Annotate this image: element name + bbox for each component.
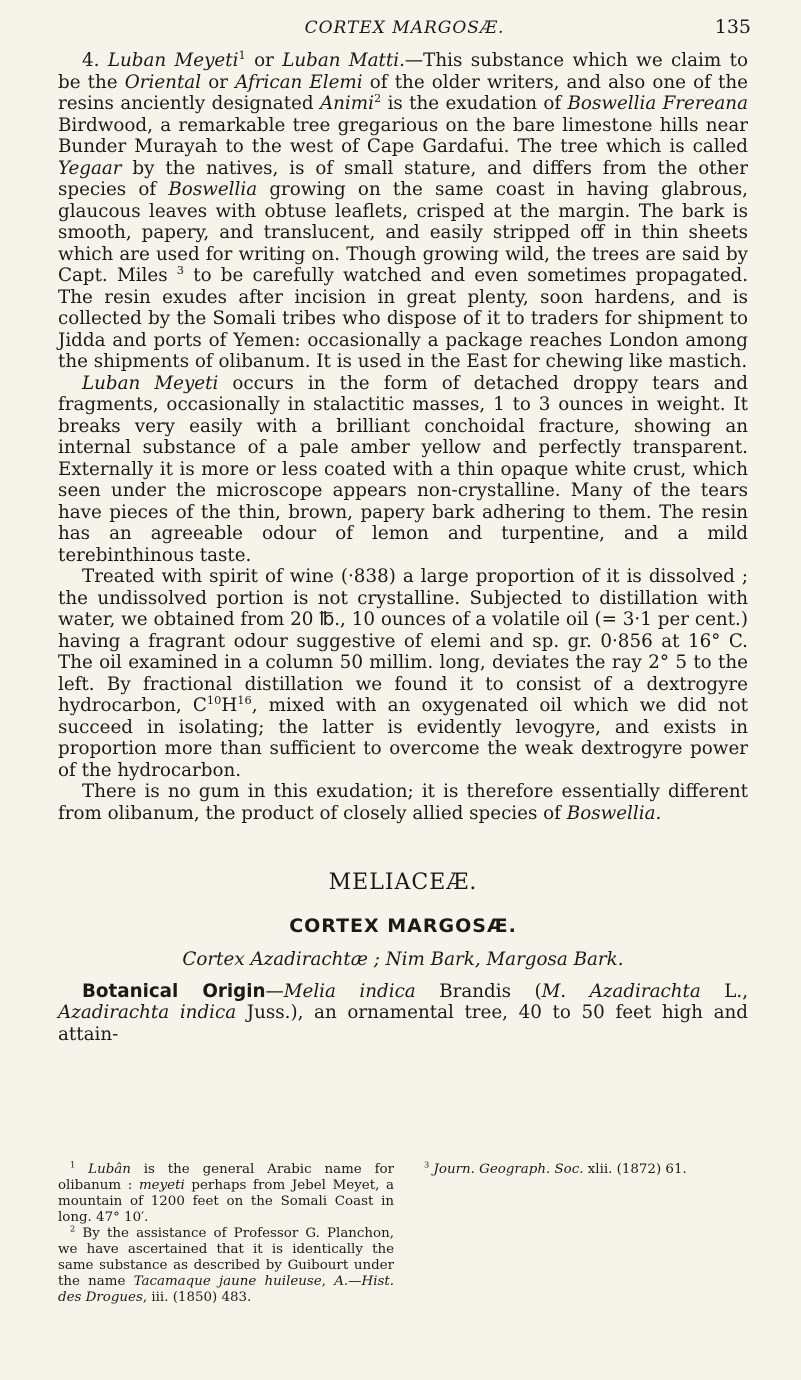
footnote-2: $^2$ By the assistance of Professor G. Planchon, we have ascertained that it is identically the same substance as described by Guibourt under the name Tacamaque jaune huileuse, A.—Hist. des Drogues, iii. (1850) 483. bbox=[58, 1223, 395, 1305]
subsection-title: CORTEX MARGOSÆ. bbox=[289, 914, 517, 937]
footnote-ref: 2 bbox=[373, 90, 382, 105]
page-number: 135 bbox=[714, 16, 751, 38]
body-text bbox=[58, 47, 749, 1045]
footnotes bbox=[58, 1159, 748, 1306]
footnote-3: $^3$ Journ. Geograph. Soc. xlii. (1872) 61. bbox=[424, 1159, 687, 1177]
paragraph-botanical-origin: Botanical Origin—Melia indica Brandis (M. Azadirachta L., Azadirachta indica Juss.), an ornamental tree, 40 to 50 feet high and attain- bbox=[58, 980, 749, 1045]
section-title: MELIACEÆ. bbox=[328, 870, 478, 895]
footnote-ref: 1 bbox=[238, 47, 246, 62]
paragraph-conclusion: There is no gum in this exudation; it is therefore essentially different from olibanum, the product of closely allied species of Boswellia. bbox=[58, 781, 748, 824]
page-header bbox=[58, 14, 751, 44]
footnotes-right-column bbox=[412, 1159, 748, 1306]
synonyms-line: Cortex Azadirachtæ ; Nim Bark, Margosa Bark. bbox=[182, 949, 624, 970]
footnote-ref: 3 bbox=[176, 262, 185, 277]
running-title: CORTEX MARGOSÆ. bbox=[304, 18, 505, 38]
paragraph-luban-meyeti: 4. Luban Meyeti$^1$ or Luban Matti.—This substance which we claim to be the Oriental or African Elemi of the older writers, and also one of the resins anciently designated Animi$^2$ is the exudation of Boswellia Frereana Birdwood, a remarkable tree gregarious on the bare limestone hills near Bunder Murayah to the west of Cape Gardafui. The tree which is called Yegaar by the natives, is of small stature, and differs from the other species of Boswellia growing on the same coast in having glabrous, glaucous leaves with obtuse leaflets, crisped at the margin. The bark is smooth, papery, and translucent, and easily stripped off in thin sheets which are used for writing on. Though growing wild, the trees are said by Capt. Miles $^3$ to be carefully watched and even sometimes propagated. The resin exudes after incision in great plenty, soon hardens, and is collected by the Somali tribes who dispose of it to traders for shipment to Jidda and ports of Yemen: occasionally a package reaches London among the shipments of olibanum. It is used in the East for chewing like mastich. bbox=[58, 47, 749, 372]
paragraph-description: Luban Meyeti occurs in the form of detached droppy tears and fragments, occasionally in stalactitic masses, 1 to 3 ounces in weight. It breaks very easily with a brilliant conchoidal fracture, showing an internal substance of a pale amber yellow and perfectly transparent. Externally it is more or less coated with a thin opaque white crust, which seen under the microscope appears non-crystalline. Many of the tears have pieces of the thin, brown, papery bark adhering to them. The resin has an agreeable odour of lemon and turpentine, and a mild terebinthinous taste. bbox=[58, 372, 748, 566]
footnote-1: $^1$ Lubân is the general Arabic name for olibanum : meyeti perhaps from Jebel Meyet, a mountain of 1200 feet on the Somali Coast in long. 47° 10′. bbox=[58, 1159, 394, 1225]
footnotes-left-column bbox=[58, 1159, 395, 1306]
botanical-origin-label: Botanical Origin bbox=[82, 980, 266, 1002]
paragraph-chemistry: Treated with spirit of wine (·838) a large proportion of it is dissolved ; the undissolved portion is not crystalline. Subjected to distillation with water, we obtained from 20 ℔., 10 ounces of a volatile oil (= 3·1 per cent.) having a fragrant odour suggestive of elemi and sp. gr. 0·856 at 16° C. The oil examined in a column 50 millim. long, deviates the ray 2° 5 to the left. By fractional distillation we found it to consist of a dextrogyre hydrocarbon, $C^{10}H^{16}$, mixed with an oxygenated oil which we did not succeed in isolating; the latter is evidently levogyre, and exists in proportion more than sufficient to overcome the weak dextrogyre power of the hydrocarbon. bbox=[58, 566, 748, 781]
